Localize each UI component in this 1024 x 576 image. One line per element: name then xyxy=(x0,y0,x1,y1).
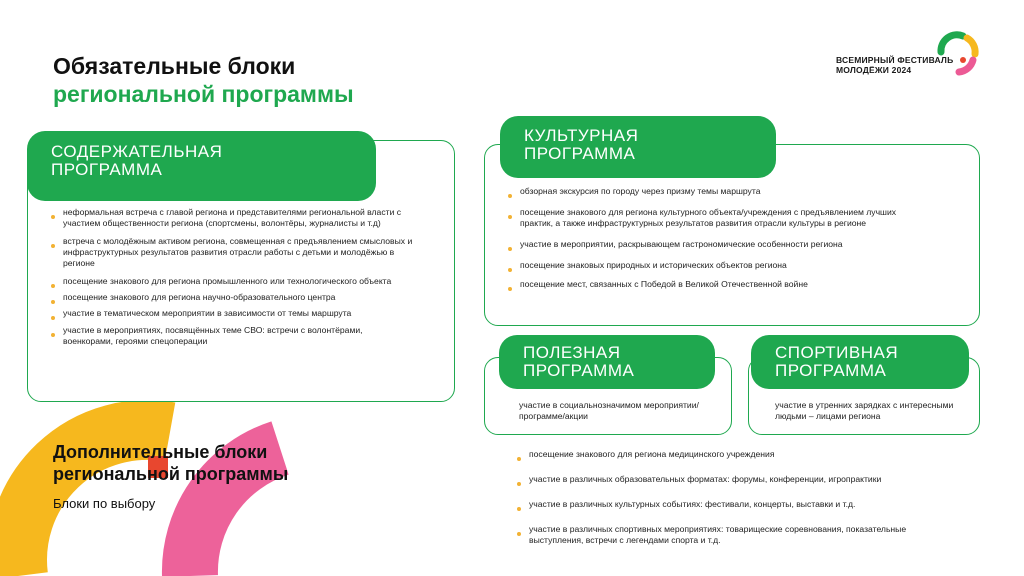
list-item: участие в различных спортивных мероприятиях: товарищеские соревнования, показательные выступления, встречи с легендами спорта и т.д. xyxy=(529,524,909,546)
list-item: посещение знаковых природных и исторических объектов региона xyxy=(520,260,915,271)
additional-blocks-subtitle: Блоки по выбору xyxy=(53,496,156,511)
additional-title-line1: Дополнительные блоки xyxy=(53,442,268,462)
list-item: участие в различных образовательных форматах: форумы, конференции, игропрактики xyxy=(529,474,909,485)
page-title-line1: Обязательные блоки xyxy=(53,53,296,79)
cultural-program-header xyxy=(500,116,776,178)
list-item: участие в различных культурных событиях: фестивали, концерты, выставки и т.д. xyxy=(529,499,909,510)
useful-program-header xyxy=(499,335,715,389)
logo-line1: ВСЕМИРНЫЙ ФЕСТИВАЛЬ xyxy=(836,55,954,65)
useful-program-title-line1: ПОЛЕЗНАЯ xyxy=(523,343,621,362)
useful-program-text: участие в социальнозначимом мероприятии/программе/акции xyxy=(519,400,699,421)
sport-program-header xyxy=(751,335,969,389)
list-item: посещение мест, связанных с Победой в Великой Отечественной войне xyxy=(520,279,915,290)
festival-logo xyxy=(836,30,986,80)
cultural-program-list xyxy=(520,186,915,290)
list-item: обзорная экскурсия по городу через призму темы маршрута xyxy=(520,186,915,197)
additional-blocks-list xyxy=(529,449,909,546)
useful-program-title-line2: ПРОГРАММА xyxy=(523,361,635,380)
list-item: участие в тематическом мероприятии в зависимости от темы маршрута xyxy=(63,308,413,319)
cultural-program-title-line2: ПРОГРАММА xyxy=(524,144,636,163)
additional-blocks-title xyxy=(53,441,288,485)
festival-logo-icon xyxy=(933,30,983,78)
list-item: посещение знакового для региона культурного объекта/учреждения с предъявлением лучших практик, а также инфраструктурных результатов развития отрасли культуры в регионе xyxy=(520,207,915,229)
content-program-header xyxy=(27,131,376,201)
page-title-line2: региональной программы xyxy=(53,81,354,107)
sport-program-title-line1: СПОРТИВНАЯ xyxy=(775,343,899,362)
additional-title-line2: региональной программы xyxy=(53,464,289,484)
sport-program-text: участие в утренних зарядках с интересными людьми – лицами региона xyxy=(775,400,954,421)
content-program-title-line1: СОДЕРЖАТЕЛЬНАЯ xyxy=(51,142,223,161)
list-item: посещение знакового для региона научно-образовательного центра xyxy=(63,292,413,303)
page-title xyxy=(53,52,354,108)
logo-line2: МОЛОДЁЖИ 2024 xyxy=(836,65,912,75)
list-item: неформальная встреча с главой региона и представителями региональной власти с участием общественности региона (спортсмены, волонтёры, журналисты и т.д) xyxy=(63,207,413,229)
content-program-list xyxy=(63,207,413,347)
content-program-title-line2: ПРОГРАММА xyxy=(51,160,163,179)
list-item: встреча с молодёжным активом региона, совмещенная с предъявлением смысловых и инфраструктурных результатов развития отрасли работы с детьми и молодёжью в регионе xyxy=(63,236,413,268)
list-item: посещение знакового для региона промышленного или технологического объекта xyxy=(63,276,413,287)
list-item: участие в мероприятии, раскрывающем гастрономические особенности региона xyxy=(520,239,915,250)
sport-program-title-line2: ПРОГРАММА xyxy=(775,361,887,380)
list-item: участие в мероприятиях, посвящённых теме СВО: встречи с волонтёрами, военкорами, героями спецоперации xyxy=(63,325,413,347)
list-item: посещение знакового для региона медицинского учреждения xyxy=(529,449,909,460)
cultural-program-title-line1: КУЛЬТУРНАЯ xyxy=(524,126,639,145)
